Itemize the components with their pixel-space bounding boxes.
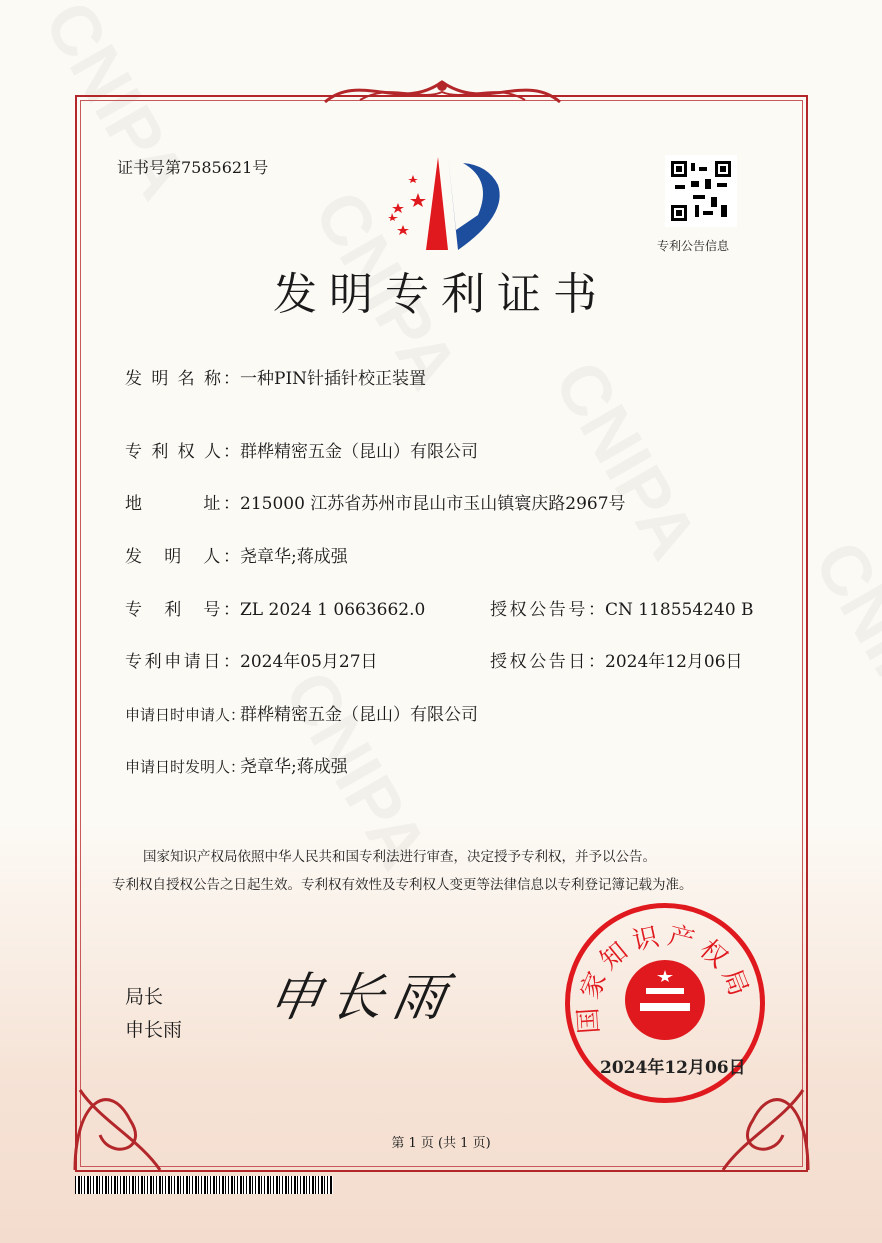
top-ornament: [320, 72, 565, 112]
page-title: 发明专利证书: [273, 269, 609, 320]
signature: 申长雨: [263, 968, 461, 1028]
field-grant-pub-number: 授权公告号：CN 118554240 B: [490, 600, 754, 620]
director-title: 局长: [125, 986, 164, 1008]
field-inventor: 发 明 人：尧章华;蒋成强: [125, 547, 348, 567]
field-invention-name: 发 明 名 称：一种PIN针插针校正装置: [125, 369, 427, 389]
notice-line-1: 国家知识产权局依照中华人民共和国专利法进行审查，决定授予专利权，并予以公告。: [143, 849, 656, 865]
field-address: 地 址：215000 江苏省苏州市昆山市玉山镇寰庆路2967号: [125, 494, 626, 514]
field-applicant-at-filing: 申请日时申请人：群桦精密五金（昆山）有限公司: [125, 705, 478, 725]
watermark: [799, 528, 882, 752]
barcode: [75, 1176, 333, 1194]
certificate-number: 证书号第7585621号: [117, 158, 269, 177]
qr-code[interactable]: [665, 155, 737, 227]
director-name: 申长雨: [125, 1019, 183, 1041]
qr-label: 专利公告信息: [657, 239, 730, 253]
field-application-date: 专利申请日：2024年05月27日: [125, 652, 378, 672]
field-patentee: 专 利 权 人：群桦精密五金（昆山）有限公司: [125, 442, 478, 462]
page-number: 第 1 页 (共 1 页): [391, 1136, 491, 1151]
corner-ornament-left: [70, 1040, 165, 1175]
seal-date: 2024年12月06日: [600, 1058, 746, 1078]
field-grant-pub-date: 授权公告日：2024年12月06日: [490, 652, 743, 672]
field-inventor-at-filing: 申请日时发明人：尧章华;蒋成强: [125, 757, 348, 777]
field-patent-number: 专 利 号：ZL 2024 1 0663662.0: [125, 600, 426, 620]
cnipa-logo: [378, 155, 508, 250]
notice-line-2: 专利权自授权公告之日起生效。专利权有效性及专利权人变更等法律信息以专利登记簿记载为准。: [112, 877, 693, 893]
svg-text:国家知识产权局: 国家知识产权局: [573, 920, 756, 1035]
